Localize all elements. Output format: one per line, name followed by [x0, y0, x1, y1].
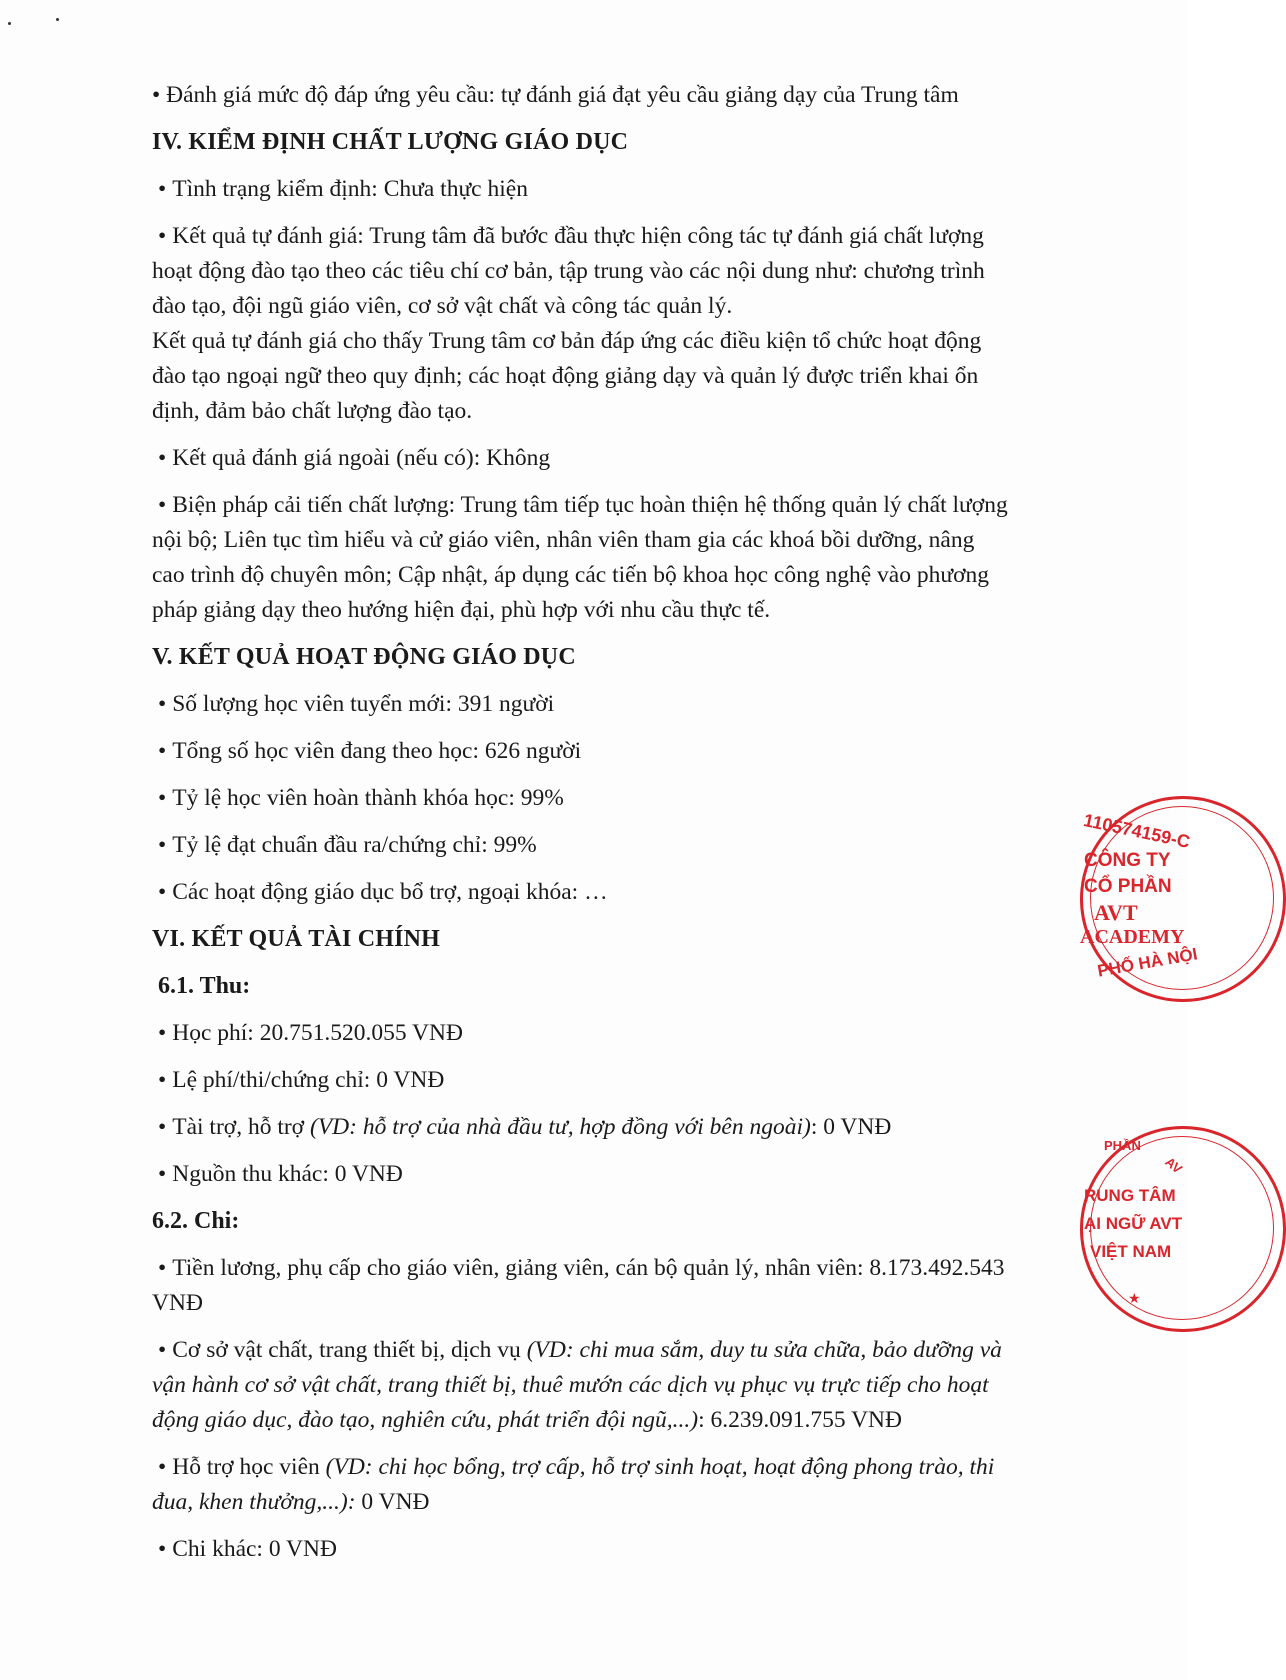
text-line: pháp giảng dạy theo hướng hiện đại, phù hợp với nhu cầu thực tế. — [152, 597, 771, 623]
text-run-italic: đua, khen thưởng,...): — [152, 1489, 356, 1515]
item-new-students: • Số lượng học viên tuyển mới: 391 người — [152, 687, 1092, 722]
item-tuition: • Học phí: 20.751.520.055 VNĐ — [152, 1016, 1092, 1051]
item-sponsorship — [152, 1110, 1092, 1145]
item-total-students: • Tổng số học viên đang theo học: 626 người — [152, 734, 1092, 769]
text-line — [152, 1333, 1092, 1368]
text-line — [152, 1485, 1092, 1520]
item-external-assessment: • Kết quả đánh giá ngoài (nếu có): Không — [152, 441, 1092, 476]
item-student-support — [152, 1450, 1092, 1520]
text-line: đào tạo, đội ngũ giáo viên, cơ sở vật chất và công tác quản lý. — [152, 293, 733, 319]
seal-line: ACADEMY — [1080, 926, 1185, 948]
text-line: nội bộ; Liên tục tìm hiểu và cử giáo viên, nhân viên tham gia các khoá bồi dưỡng, nâng — [152, 527, 975, 553]
scan-speck — [8, 22, 11, 25]
text-run-italic: vận hành cơ sở vật chất, trang thiết bị, thuê mướn các dịch vụ phục vụ trực tiếp cho hoạt — [152, 1372, 989, 1398]
item-other-income: • Nguồn thu khác: 0 VNĐ — [152, 1157, 1092, 1192]
seal-bottom-arc: PHỐ HÀ NỘI — [1096, 944, 1199, 981]
text-line: hoạt động đào tạo theo các tiêu chí cơ bản, tập trung vào các nội dung như: chương trình — [152, 258, 985, 284]
paragraph-assessment: • Đánh giá mức độ đáp ứng yêu cầu: tự đánh giá đạt yêu cầu giảng dạy của Trung tâm — [152, 82, 959, 108]
text-run-italic: (VD: hỗ trợ của nhà đầu tư, hợp đồng với bên ngoài) — [310, 1114, 811, 1140]
item-completion-rate: • Tỷ lệ học viên hoàn thành khóa học: 99% — [152, 781, 1092, 816]
seal-code: 110574159-C — [1081, 810, 1192, 853]
item-facilities — [152, 1333, 1092, 1438]
text-run: : 6.239.091.755 VNĐ — [698, 1407, 902, 1433]
item-extracurricular: • Các hoạt động giáo dục bổ trợ, ngoại khóa: … — [152, 875, 1092, 910]
seal-line: CỔ PHẦN — [1084, 876, 1172, 897]
item-exam-fees: • Lệ phí/thi/chứng chỉ: 0 VNĐ — [152, 1063, 1092, 1098]
text-line: Kết quả tự đánh giá cho thấy Trung tâm cơ bản đáp ứng các điều kiện tổ chức hoạt động — [152, 328, 982, 354]
text-run: : 0 VNĐ — [810, 1114, 892, 1140]
text-run-italic: động giáo dục, đào tạo, nghiên cứu, phát triển đội ngũ,...) — [152, 1407, 699, 1433]
seal-top-arc: PHẦN — [1104, 1138, 1141, 1153]
text-line: • Biện pháp cải tiến chất lượng: Trung tâm tiếp tục hoàn thiện hệ thống quản lý chất lượng — [152, 488, 1092, 523]
text-line — [152, 1403, 1092, 1438]
seal-line: RUNG TÂM — [1084, 1186, 1176, 1205]
item-other-expenses: • Chi khác: 0 VNĐ — [152, 1532, 1092, 1567]
text-line: • Tiền lương, phụ cấp cho giáo viên, giảng viên, cán bộ quản lý, nhân viên: 8.173.492.543 — [152, 1251, 1092, 1286]
text-line: đào tạo ngoại ngữ theo quy định; các hoạt động giảng dạy và quản lý được triển khai ổn — [152, 363, 979, 389]
seal-line: VIỆT NAM — [1090, 1242, 1172, 1261]
company-seal-top — [1080, 796, 1199, 1010]
text-run: 0 VNĐ — [355, 1489, 430, 1515]
text-line — [152, 1450, 1092, 1485]
heading-expenses: 6.2. Chi: — [152, 1208, 240, 1234]
seal-line: CÔNG TY — [1084, 850, 1171, 871]
document-body — [152, 78, 1092, 1567]
seal-line: ẠI NGỮ AVT — [1084, 1214, 1183, 1233]
text-run: Hỗ trợ học viên — [172, 1454, 326, 1480]
heading-section-v: V. KẾT QUẢ HOẠT ĐỘNG GIÁO DỤC — [152, 644, 576, 670]
text-run-italic: (VD: chi học bổng, trợ cấp, hỗ trợ sinh hoạt, hoạt động phong trào, thi — [325, 1454, 995, 1480]
text-line: cao trình độ chuyên môn; Cập nhật, áp dụng các tiến bộ khoa học công nghệ vào phương — [152, 562, 990, 588]
text-line — [152, 1368, 1092, 1403]
scan-speck — [56, 18, 59, 21]
center-seal-bottom — [1080, 1120, 1188, 1340]
text-line: định, đảm bảo chất lượng đào tạo. — [152, 398, 473, 424]
item-salaries — [152, 1251, 1092, 1321]
heading-section-iv: IV. KIỂM ĐỊNH CHẤT LƯỢNG GIÁO DỤC — [152, 129, 629, 155]
star-icon: ★ — [1128, 1290, 1141, 1306]
heading-income: 6.1. Thu: — [158, 973, 251, 999]
item-certification-rate: • Tỷ lệ đạt chuẩn đầu ra/chứng chỉ: 99% — [152, 828, 1092, 863]
text-line: • Kết quả tự đánh giá: Trung tâm đã bước đầu thực hiện công tác tự đánh giá chất lượng — [152, 219, 1092, 254]
item-self-assessment — [152, 219, 1092, 429]
seal-line: AVT — [1094, 900, 1138, 925]
item-improvement-measures — [152, 488, 1092, 628]
heading-section-vi: VI. KẾT QUẢ TÀI CHÍNH — [152, 926, 441, 952]
text-run: Tài trợ, hỗ trợ — [172, 1114, 310, 1140]
seal-top-arc: AV — [1162, 1154, 1186, 1177]
text-run-italic: (VD: chi mua sắm, duy tu sửa chữa, bảo dưỡng và — [526, 1337, 1002, 1363]
text-run: Cơ sở vật chất, trang thiết bị, dịch vụ — [172, 1337, 527, 1363]
item-accreditation-status: • Tình trạng kiểm định: Chưa thực hiện — [152, 172, 1092, 207]
text-line: VNĐ — [152, 1290, 203, 1316]
